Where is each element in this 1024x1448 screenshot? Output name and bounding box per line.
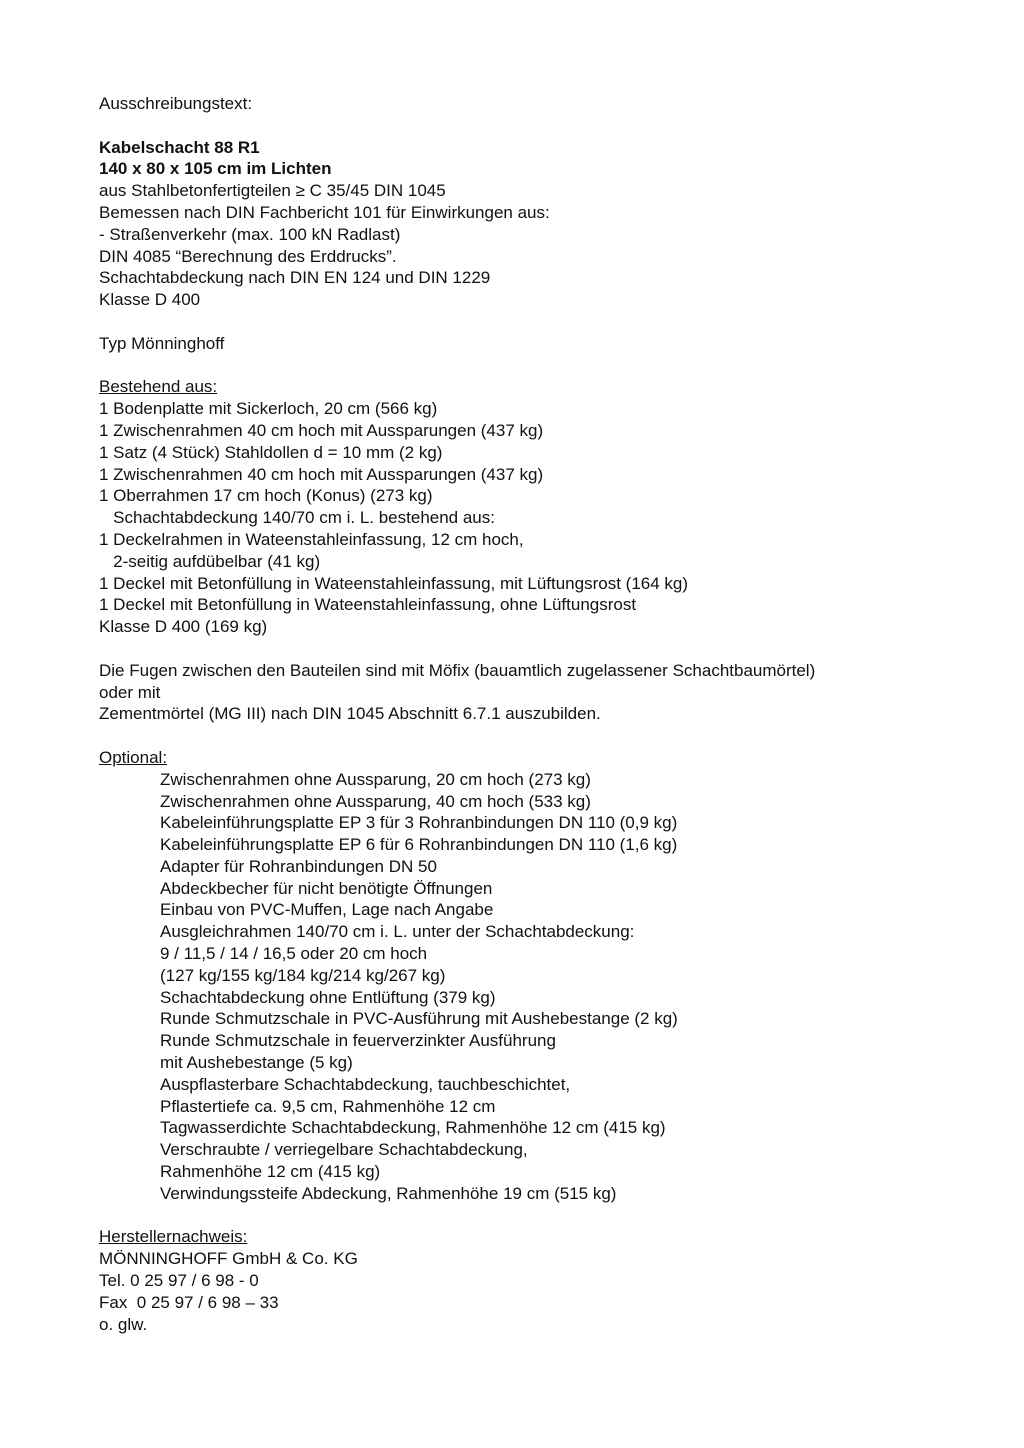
document-page	[99, 93, 979, 1335]
component-line: 1 Deckel mit Betonfüllung in Wateenstahleinfassung, mit Lüftungsrost (164 kg)	[99, 573, 689, 593]
spec-line: DIN 4085 “Berechnung des Erddrucks”.	[99, 246, 397, 266]
joints-line: oder mit	[99, 682, 161, 702]
components-heading: Bestehend aus:	[99, 377, 218, 397]
manufacturer-fax: Fax 0 25 97 / 6 98 – 33	[99, 1292, 279, 1312]
component-line: 1 Zwischenrahmen 40 cm hoch mit Aussparungen (437 kg)	[99, 420, 544, 440]
optional-line: mit Aushebestange (5 kg)	[160, 1053, 353, 1073]
optional-line: Zwischenrahmen ohne Aussparung, 20 cm hoch (273 kg)	[160, 769, 591, 789]
equivalent-note: o. glw.	[99, 1314, 148, 1334]
joints-line: Die Fugen zwischen den Bauteilen sind mit Möfix (bauamtlich zugelassener Schachtbaumörtel)	[99, 660, 816, 680]
spec-line: - Straßenverkehr (max. 100 kN Radlast)	[99, 224, 401, 244]
optional-line: Rahmenhöhe 12 cm (415 kg)	[160, 1162, 381, 1182]
optional-line: Ausgleichrahmen 140/70 cm i. L. unter der Schachtabdeckung:	[160, 922, 635, 942]
product-type: Typ Mönninghoff	[99, 333, 225, 353]
optional-line: (127 kg/155 kg/184 kg/214 kg/267 kg)	[160, 965, 446, 985]
spec-line: Bemessen nach DIN Fachbericht 101 für Einwirkungen aus:	[99, 202, 550, 222]
optional-heading: Optional:	[99, 747, 168, 767]
optional-line: Auspflasterbare Schachtabdeckung, tauchbeschichtet,	[160, 1074, 571, 1094]
optional-line: Verschraubte / verriegelbare Schachtabdeckung,	[160, 1140, 528, 1160]
component-line: 1 Oberrahmen 17 cm hoch (Konus) (273 kg)	[99, 486, 433, 506]
spacer	[99, 725, 979, 747]
component-line: 1 Bodenplatte mit Sickerloch, 20 cm (566 kg)	[99, 399, 438, 419]
optional-line: Einbau von PVC-Muffen, Lage nach Angabe	[160, 900, 494, 920]
spacer	[99, 115, 979, 137]
component-line: 1 Zwischenrahmen 40 cm hoch mit Aussparungen (437 kg)	[99, 464, 544, 484]
manufacturer-name: MÖNNINGHOFF GmbH & Co. KG	[99, 1249, 358, 1269]
optional-line: Kabeleinführungsplatte EP 3 für 3 Rohranbindungen DN 110 (0,9 kg)	[160, 813, 678, 833]
intro-heading: Ausschreibungstext:	[99, 94, 253, 113]
optional-line: Kabeleinführungsplatte EP 6 für 6 Rohranbindungen DN 110 (1,6 kg)	[160, 835, 678, 855]
optional-line: Pflastertiefe ca. 9,5 cm, Rahmenhöhe 12 cm	[160, 1096, 496, 1116]
spacer	[99, 311, 979, 333]
component-line: 1 Deckelrahmen in Wateenstahleinfassung, 12 cm hoch,	[99, 529, 524, 549]
optional-line: Runde Schmutzschale in feuerverzinkter Ausführung	[160, 1031, 556, 1051]
optional-line: Abdeckbecher für nicht benötigte Öffnungen	[160, 878, 493, 898]
spec-line: Schachtabdeckung nach DIN EN 124 und DIN 1229	[99, 268, 491, 288]
component-line: Schachtabdeckung 140/70 cm i. L. bestehend aus:	[99, 508, 495, 528]
component-line: Klasse D 400 (169 kg)	[99, 617, 268, 637]
component-line: 2-seitig aufdübelbar (41 kg)	[99, 551, 321, 571]
optional-line: Verwindungssteife Abdeckung, Rahmenhöhe 19 cm (515 kg)	[160, 1183, 617, 1203]
optional-line: Tagwasserdichte Schachtabdeckung, Rahmenhöhe 12 cm (415 kg)	[160, 1118, 666, 1138]
product-dimensions: 140 x 80 x 105 cm im Lichten	[99, 159, 332, 179]
optional-line: 9 / 11,5 / 14 / 16,5 oder 20 cm hoch	[160, 944, 428, 964]
optional-line: Runde Schmutzschale in PVC-Ausführung mit Aushebestange (2 kg)	[160, 1009, 678, 1029]
component-line: 1 Satz (4 Stück) Stahldollen d = 10 mm (2 kg)	[99, 442, 443, 462]
spacer	[99, 638, 979, 660]
optional-line: Adapter für Rohranbindungen DN 50	[160, 856, 437, 876]
optional-line: Schachtabdeckung ohne Entlüftung (379 kg)	[160, 987, 496, 1007]
spec-line: Klasse D 400	[99, 290, 201, 310]
manufacturer-heading: Herstellernachweis:	[99, 1227, 248, 1247]
component-line: 1 Deckel mit Betonfüllung in Wateenstahleinfassung, ohne Lüftungsrost	[99, 595, 637, 615]
spacer	[99, 355, 979, 377]
product-title: Kabelschacht 88 R1	[99, 137, 260, 157]
optional-line: Zwischenrahmen ohne Aussparung, 40 cm hoch (533 kg)	[160, 791, 591, 811]
spec-line: aus Stahlbetonfertigteilen ≥ C 35/45 DIN 1045	[99, 181, 446, 201]
joints-line: Zementmörtel (MG III) nach DIN 1045 Abschnitt 6.7.1 auszubilden.	[99, 704, 601, 724]
spacer	[99, 1205, 979, 1227]
manufacturer-phone: Tel. 0 25 97 / 6 98 - 0	[99, 1271, 259, 1291]
